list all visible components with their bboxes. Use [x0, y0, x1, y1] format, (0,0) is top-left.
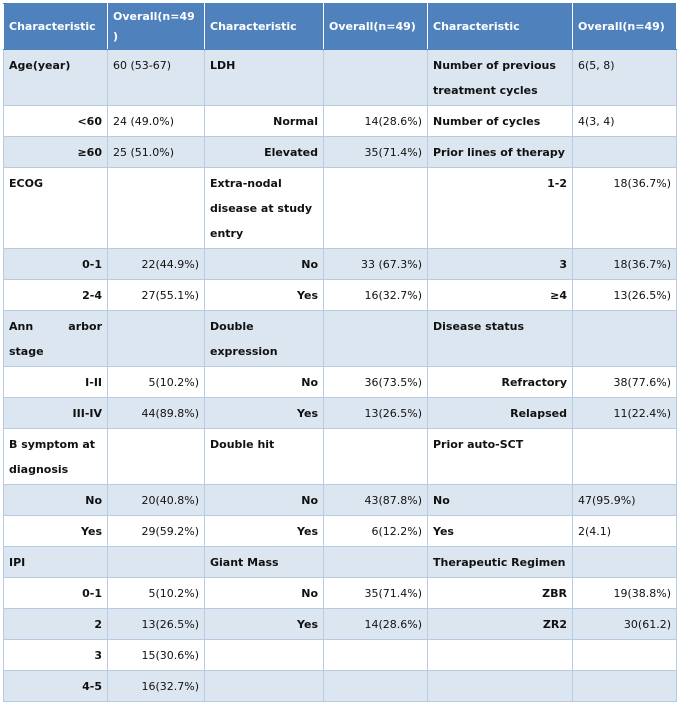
characteristic-cell: B symptom at diagnosis — [4, 429, 108, 485]
overall-value-cell — [573, 547, 677, 578]
characteristic-cell: Yes — [205, 609, 324, 640]
overall-value-cell: 13(26.5%) — [108, 609, 205, 640]
characteristic-cell: Extra-nodal disease at study entry — [205, 168, 324, 249]
table-row — [4, 547, 677, 578]
table-row — [4, 280, 677, 311]
characteristic-cell: ≥60 — [4, 137, 108, 168]
characteristic-cell: Number of cycles — [428, 106, 573, 137]
overall-value-cell — [324, 168, 428, 249]
overall-value-cell — [324, 311, 428, 367]
overall-value-cell — [108, 168, 205, 249]
overall-value-cell: 16(32.7%) — [324, 280, 428, 311]
overall-value-cell: 6(5, 8) — [573, 50, 677, 106]
overall-value-cell: 60 (53-67) — [108, 50, 205, 106]
overall-value-cell: 2(4.1) — [573, 516, 677, 547]
characteristic-cell: III-IV — [4, 398, 108, 429]
characteristic-cell — [205, 671, 324, 702]
overall-value-cell: 22(44.9%) — [108, 249, 205, 280]
characteristic-cell — [205, 640, 324, 671]
table-row — [4, 168, 677, 249]
characteristic-cell: ≥4 — [428, 280, 573, 311]
characteristic-cell: No — [205, 367, 324, 398]
overall-value-cell — [108, 547, 205, 578]
overall-value-cell: 14(28.6%) — [324, 609, 428, 640]
characteristics-table — [3, 3, 677, 702]
header-cell-overall-2: Overall(n=49) — [324, 4, 428, 50]
characteristic-cell: Age(year) — [4, 50, 108, 106]
table-row — [4, 429, 677, 485]
header-cell-overall-1: Overall(n=49) — [108, 4, 205, 50]
header-row — [4, 4, 677, 50]
characteristic-cell: 2-4 — [4, 280, 108, 311]
characteristic-cell: 0-1 — [4, 578, 108, 609]
characteristics-table-container — [3, 3, 677, 702]
overall-value-cell: 36(73.5%) — [324, 367, 428, 398]
overall-value-cell — [573, 429, 677, 485]
characteristic-cell: No — [4, 485, 108, 516]
characteristic-cell: Giant Mass — [205, 547, 324, 578]
overall-value-cell — [573, 671, 677, 702]
overall-value-cell — [324, 640, 428, 671]
overall-value-cell: 14(28.6%) — [324, 106, 428, 137]
table-row — [4, 578, 677, 609]
header-cell-characteristic-3: Characteristic — [428, 4, 573, 50]
overall-value-cell: 13(26.5%) — [573, 280, 677, 311]
characteristic-cell: 0-1 — [4, 249, 108, 280]
overall-value-cell — [573, 640, 677, 671]
overall-value-cell: 33 (67.3%) — [324, 249, 428, 280]
table-row — [4, 106, 677, 137]
overall-value-cell — [324, 671, 428, 702]
overall-value-cell: 4(3, 4) — [573, 106, 677, 137]
characteristic-cell: Prior lines of therapy — [428, 137, 573, 168]
characteristic-cell: ZR2 — [428, 609, 573, 640]
characteristic-cell: 2 — [4, 609, 108, 640]
characteristic-cell: No — [428, 485, 573, 516]
characteristic-cell: Relapsed — [428, 398, 573, 429]
overall-value-cell: 11(22.4%) — [573, 398, 677, 429]
characteristic-cell: Yes — [205, 398, 324, 429]
characteristic-cell: Number of previous treatment cycles — [428, 50, 573, 106]
overall-value-cell: 24 (49.0%) — [108, 106, 205, 137]
characteristic-cell: <60 — [4, 106, 108, 137]
overall-value-cell: 16(32.7%) — [108, 671, 205, 702]
characteristic-cell: Therapeutic Regimen — [428, 547, 573, 578]
table-row — [4, 485, 677, 516]
table-row — [4, 249, 677, 280]
overall-value-cell: 18(36.7%) — [573, 249, 677, 280]
table-row — [4, 367, 677, 398]
overall-value-cell: 20(40.8%) — [108, 485, 205, 516]
overall-value-cell: 27(55.1%) — [108, 280, 205, 311]
characteristic-cell: Ann arbor stage — [4, 311, 108, 367]
characteristic-cell: Yes — [205, 516, 324, 547]
characteristic-cell: Yes — [428, 516, 573, 547]
header-cell-characteristic-2: Characteristic — [205, 4, 324, 50]
overall-value-cell — [324, 547, 428, 578]
table-row — [4, 311, 677, 367]
overall-value-cell: 13(26.5%) — [324, 398, 428, 429]
characteristic-cell: No — [205, 578, 324, 609]
overall-value-cell — [108, 311, 205, 367]
table-row — [4, 516, 677, 547]
characteristic-cell: No — [205, 249, 324, 280]
characteristic-cell: Yes — [205, 280, 324, 311]
overall-value-cell — [573, 311, 677, 367]
table-row — [4, 671, 677, 702]
characteristic-cell: IPI — [4, 547, 108, 578]
overall-value-cell — [573, 137, 677, 168]
overall-value-cell: 47(95.9%) — [573, 485, 677, 516]
overall-value-cell: 43(87.8%) — [324, 485, 428, 516]
table-row — [4, 609, 677, 640]
characteristic-cell: LDH — [205, 50, 324, 106]
characteristic-cell: Refractory — [428, 367, 573, 398]
characteristic-cell: Yes — [4, 516, 108, 547]
characteristic-cell: ECOG — [4, 168, 108, 249]
overall-value-cell: 38(77.6%) — [573, 367, 677, 398]
characteristic-cell: Elevated — [205, 137, 324, 168]
overall-value-cell — [324, 429, 428, 485]
characteristic-cell: 3 — [428, 249, 573, 280]
characteristic-cell — [428, 671, 573, 702]
overall-value-cell: 29(59.2%) — [108, 516, 205, 547]
overall-value-cell: 5(10.2%) — [108, 367, 205, 398]
characteristic-cell: 1-2 — [428, 168, 573, 249]
characteristic-cell — [428, 640, 573, 671]
table-row — [4, 50, 677, 106]
overall-value-cell — [324, 50, 428, 106]
table-row — [4, 137, 677, 168]
characteristic-cell: No — [205, 485, 324, 516]
overall-value-cell: 19(38.8%) — [573, 578, 677, 609]
characteristic-cell: Prior auto-SCT — [428, 429, 573, 485]
characteristic-cell: 4-5 — [4, 671, 108, 702]
overall-value-cell: 35(71.4%) — [324, 578, 428, 609]
table-body — [4, 4, 677, 702]
overall-value-cell: 44(89.8%) — [108, 398, 205, 429]
header-cell-characteristic-1: Characteristic — [4, 4, 108, 50]
characteristic-cell: Double hit — [205, 429, 324, 485]
overall-value-cell: 18(36.7%) — [573, 168, 677, 249]
characteristic-cell: I-II — [4, 367, 108, 398]
characteristic-cell: Disease status — [428, 311, 573, 367]
characteristic-cell: Normal — [205, 106, 324, 137]
characteristic-cell: Double expression — [205, 311, 324, 367]
overall-value-cell: 15(30.6%) — [108, 640, 205, 671]
overall-value-cell: 25 (51.0%) — [108, 137, 205, 168]
table-row — [4, 398, 677, 429]
overall-value-cell: 5(10.2%) — [108, 578, 205, 609]
table-row — [4, 640, 677, 671]
overall-value-cell — [108, 429, 205, 485]
overall-value-cell: 35(71.4%) — [324, 137, 428, 168]
overall-value-cell: 30(61.2) — [573, 609, 677, 640]
overall-value-cell: 6(12.2%) — [324, 516, 428, 547]
characteristic-cell: 3 — [4, 640, 108, 671]
header-cell-overall-3: Overall(n=49) — [573, 4, 677, 50]
characteristic-cell: ZBR — [428, 578, 573, 609]
